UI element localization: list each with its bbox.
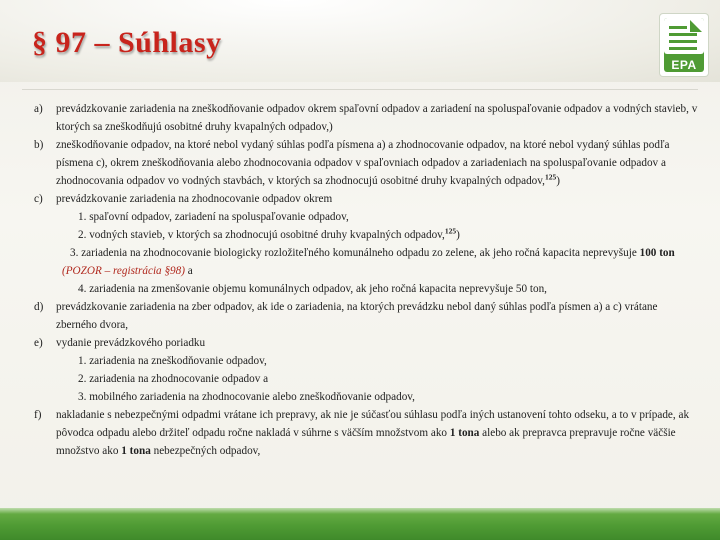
sub-item — [56, 226, 698, 244]
item-text: vydanie prevádzkového poriadku — [56, 337, 206, 349]
sub-item: 1. spaľovní odpadov, zariadení na spoluspaľovanie odpadov, — [78, 211, 349, 223]
page-title: § 97 – Súhlasy — [32, 26, 222, 59]
item-marker: e) — [34, 337, 43, 349]
item-tail: ) — [556, 175, 560, 187]
quantity-limit: 1 tona — [121, 445, 151, 457]
footer-shine — [0, 508, 720, 514]
list-item-d — [34, 298, 698, 334]
item-text: prevádzkovanie zariadenia na zhodnocovanie odpadov okrem — [56, 193, 333, 205]
list-item-a — [34, 100, 698, 136]
list-item-b — [34, 136, 698, 190]
sub-item: 2. zariadenia na zhodnocovanie odpadov a — [78, 373, 269, 385]
item-tail: nebezpečných odpadov, — [153, 445, 261, 457]
capacity-limit: 100 ton — [639, 247, 675, 259]
item-text-mid: alebo ak prepravca prepravuje ročne väčšie množstvo ako — [56, 427, 676, 457]
item-marker: b) — [34, 139, 44, 151]
sub-item: 1. zariadenia na zneškodňovanie odpadov, — [78, 355, 267, 367]
sub-item-text: 2. vodných stavieb, v ktorých sa zhodnocujú osobitné druhy kvapalných odpadov, — [78, 229, 445, 241]
sub-item: 3. mobilného zariadenia na zhodnocovanie alebo zneškodňovanie odpadov, — [78, 391, 415, 403]
sub-item — [48, 244, 698, 280]
list-item-c — [34, 190, 698, 298]
sub-item-tail: a — [187, 265, 193, 277]
item-text: prevádzkovanie zariadenia na zneškodňovanie odpadov okrem spaľovní odpadov a zariadení na spoluspaľovanie odpadov a vodných stavieb, v ktorých sa zneškodňujú osobitné druhy kvapalných odpadov,) — [56, 103, 698, 133]
footnote-ref: 125 — [444, 226, 457, 236]
sub-item-tail: ) — [456, 229, 460, 241]
paragraph-list — [34, 100, 698, 460]
epa-logo — [660, 14, 708, 76]
list-item-e — [34, 334, 698, 406]
footnote-ref: 125 — [544, 172, 557, 182]
item-marker: f) — [34, 409, 42, 421]
item-text: zneškodňovanie odpadov, na ktoré nebol vydaný súhlas podľa písmena a) a zhodnocovanie odpadov, na ktoré nebol vydaný súhlas podľa písmena c), okrem zneškodňovania alebo zhodnocovania odpadov v spaľovniach odpadov a zariadeniach na spoluspaľovanie odpadov a zhodnocovania odpadov vo vodných stavbách, v ktorých sa zhodnocujú osobitné druhy kvapalných odpadov, — [56, 139, 670, 187]
item-text: prevádzkovanie zariadenia na zber odpadov, ak ide o zariadenia, na ktorých prevádzku nebol daný súhlas podľa písmen a) a c) vrátane zberného dvora, — [56, 301, 658, 331]
list-item-f — [34, 406, 698, 460]
registration-note: (POZOR – registrácia §98) — [62, 265, 185, 277]
sub-item-text: 3. zariadenia na zhodnocovanie biologicky rozložiteľného komunálneho odpadu zo zelene, ak jeho ročná kapacita neprevyšuje — [70, 247, 637, 259]
quantity-limit: 1 tona — [449, 427, 480, 439]
sub-item: 4. zariadenia na zmenšovanie objemu komunálnych odpadov, ak jeho ročná kapacita neprevyšuje 50 ton, — [78, 283, 547, 295]
item-marker: c) — [34, 193, 43, 205]
item-text: nakladanie s nebezpečnými odpadmi vrátane ich prepravy, ak nie je súčasťou súhlasu podľa iných ustanovení tohto odseku, a to v prípade, ak pôvodca odpadu alebo držiteľ odpadu ročne nakladá v súhrne s väčším množstvom ako — [56, 409, 690, 439]
logo-text: EPA — [671, 58, 697, 72]
item-marker: d) — [34, 301, 44, 313]
title-divider — [22, 89, 698, 90]
item-marker: a) — [34, 103, 43, 115]
